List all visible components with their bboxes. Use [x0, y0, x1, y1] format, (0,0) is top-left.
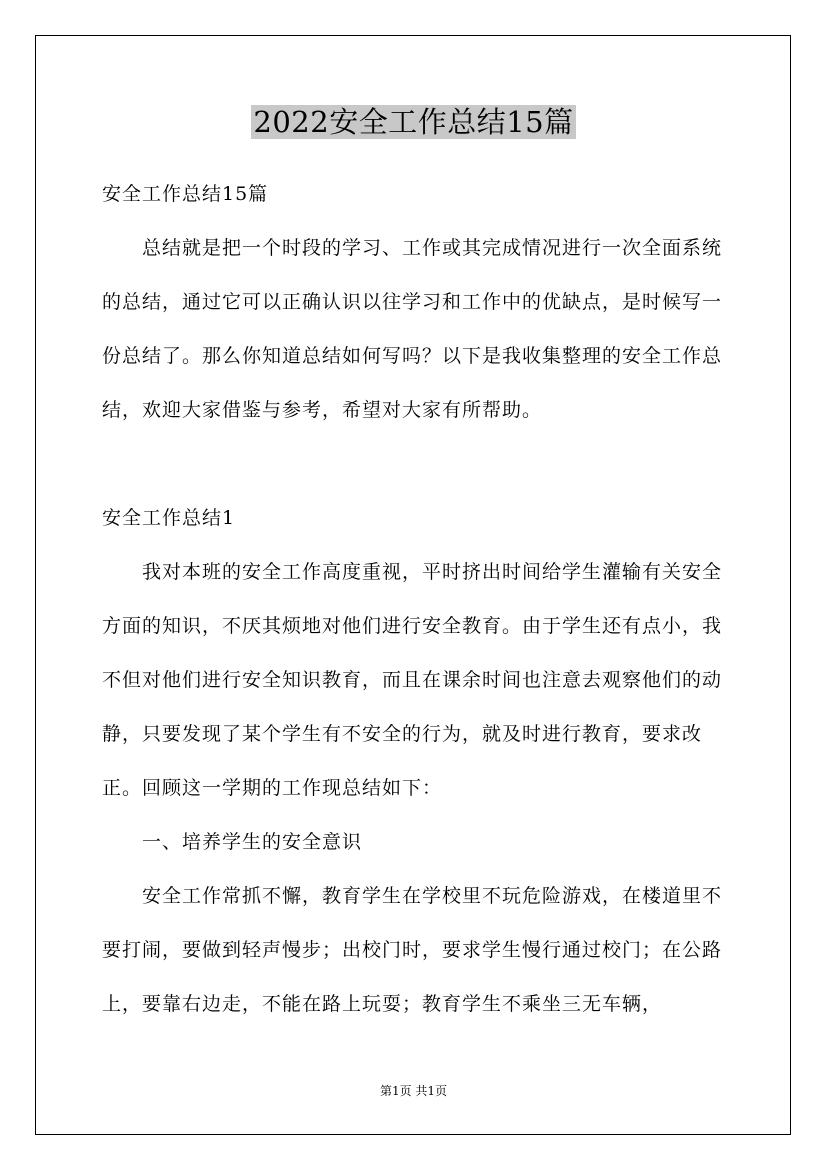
intro-paragraph: 总结就是把一个时段的学习、工作或其完成情况进行一次全面系统的总结，通过它可以正确认识以往学习和工作中的优缺点，是时候写一份总结了。那么你知道总结如何写吗？以下是我收集整理的安全工作总结，欢迎大家借鉴与参考，希望对大家有所帮助。 — [102, 237, 723, 421]
body-paragraph: 我对本班的安全工作高度重视，平时挤出时间给学生灌输有关安全方面的知识，不厌其烦地对他们进行安全教育。由于学生还有点小，我不但对他们进行安全知识教育，而且在课余时间也注意去观察他们的动静，只要发现了某个学生有不安全的行为，就及时进行教育，要求改正。回顾这一学期的工作现总结如下： — [102, 561, 723, 799]
document-subtitle: 安全工作总结15篇 — [102, 183, 269, 205]
document-title-text: 2022安全工作总结15篇 — [253, 105, 574, 139]
paragraph-gap — [102, 437, 730, 491]
document-body — [102, 167, 730, 1031]
section-heading: 安全工作总结1 — [102, 507, 236, 529]
page-footer: 第1页 共1页 — [379, 1084, 448, 1098]
sub-heading: 一、培养学生的安全意识 — [142, 831, 363, 853]
body-paragraph: 安全工作常抓不懈，教育学生在学校里不玩危险游戏，在楼道里不要打闹，要做到轻声慢步；出校门时，要求学生慢行通过校门；在公路上，要靠右边走，不能在路上玩耍；教育学生不乘坐三无车辆， — [102, 885, 723, 1015]
document-title — [0, 102, 827, 142]
